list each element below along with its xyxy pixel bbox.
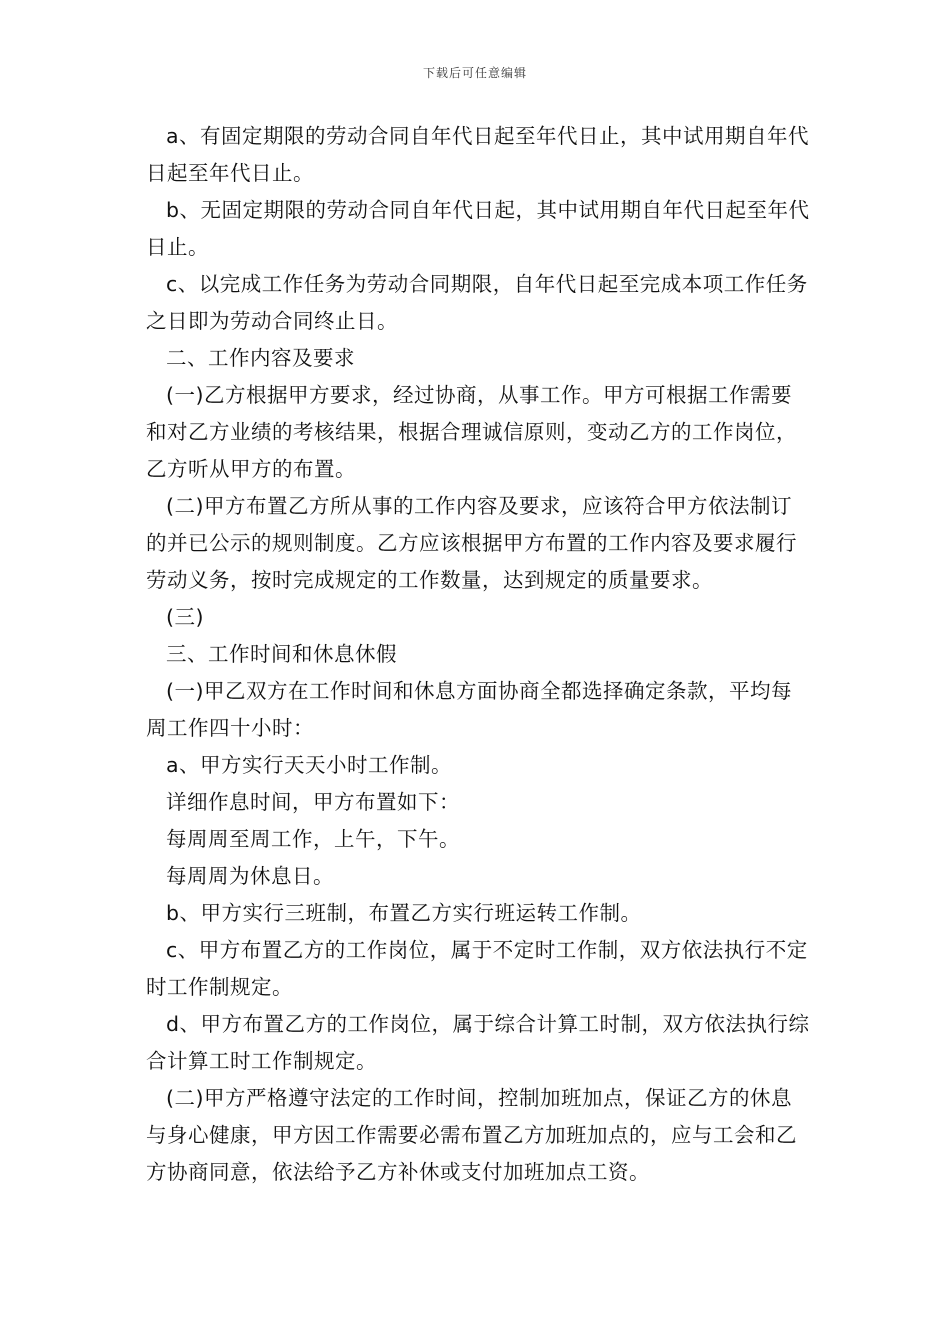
- paragraph-shift-system: b、甲方实行三班制，布置乙方实行班运转工作制。: [166, 901, 642, 925]
- section-heading-work-hours: 三、工作时间和休息休假: [166, 642, 397, 666]
- paragraph-item-three: (三): [166, 605, 204, 629]
- paragraph-daily-hours: a、甲方实行天天小时工作制。: [166, 753, 453, 777]
- section-heading-work-content: 二、工作内容及要求: [166, 346, 355, 370]
- paragraph-overtime: (二)甲方严格遵守法定的工作时间，控制加班加点，保证乙方的休息与身心健康，甲方因工作需要必需布置乙方加班加点的，应与工会和乙方协商同意，依法给予乙方补休或支付加班加点工资。: [146, 1086, 797, 1184]
- paragraph-weekly-schedule: 每周周至周工作，上午，下午。: [166, 827, 460, 851]
- paragraph-schedule-intro: 详细作息时间，甲方布置如下：: [166, 790, 460, 814]
- paragraph-flexible-hours: c、甲方布置乙方的工作岗位，属于不定时工作制，双方依法执行不定时工作制规定。: [146, 938, 808, 999]
- paragraph-work-requirements: (二)甲方布置乙方所从事的工作内容及要求，应该符合甲方依法制订的并已公示的规则制度。乙方应该根据甲方布置的工作内容及要求履行劳动义务，按时完成规定的工作数量，达到规定的质量要求。: [146, 494, 797, 592]
- paragraph-task-term: c、以完成工作任务为劳动合同期限，自年代日起至完成本项工作任务之日即为劳动合同终止日。: [146, 272, 808, 333]
- paragraph-hours-agreement: (一)甲乙双方在工作时间和休息方面协商全都选择确定条款，平均每周工作四十小时：: [146, 679, 792, 740]
- paragraph-rest-day: 每周周为休息日。: [166, 864, 334, 888]
- paragraph-comprehensive-hours: d、甲方布置乙方的工作岗位，属于综合计算工时制，双方依法执行综合计算工时工作制规定。: [146, 1012, 810, 1073]
- document-body: [146, 118, 810, 1191]
- paragraph-open-term: b、无固定期限的劳动合同自年代日起，其中试用期自年代日起至年代日止。: [146, 198, 810, 259]
- paragraph-work-assignment: (一)乙方根据甲方要求，经过协商，从事工作。甲方可根据工作需要和对乙方业绩的考核结果，根据合理诚信原则，变动乙方的工作岗位，乙方听从甲方的布置。: [146, 383, 797, 481]
- paragraph-fixed-term: a、有固定期限的劳动合同自年代日起至年代日止，其中试用期自年代日起至年代日止。: [146, 124, 810, 185]
- page-header: 下载后可任意编辑: [422, 66, 527, 80]
